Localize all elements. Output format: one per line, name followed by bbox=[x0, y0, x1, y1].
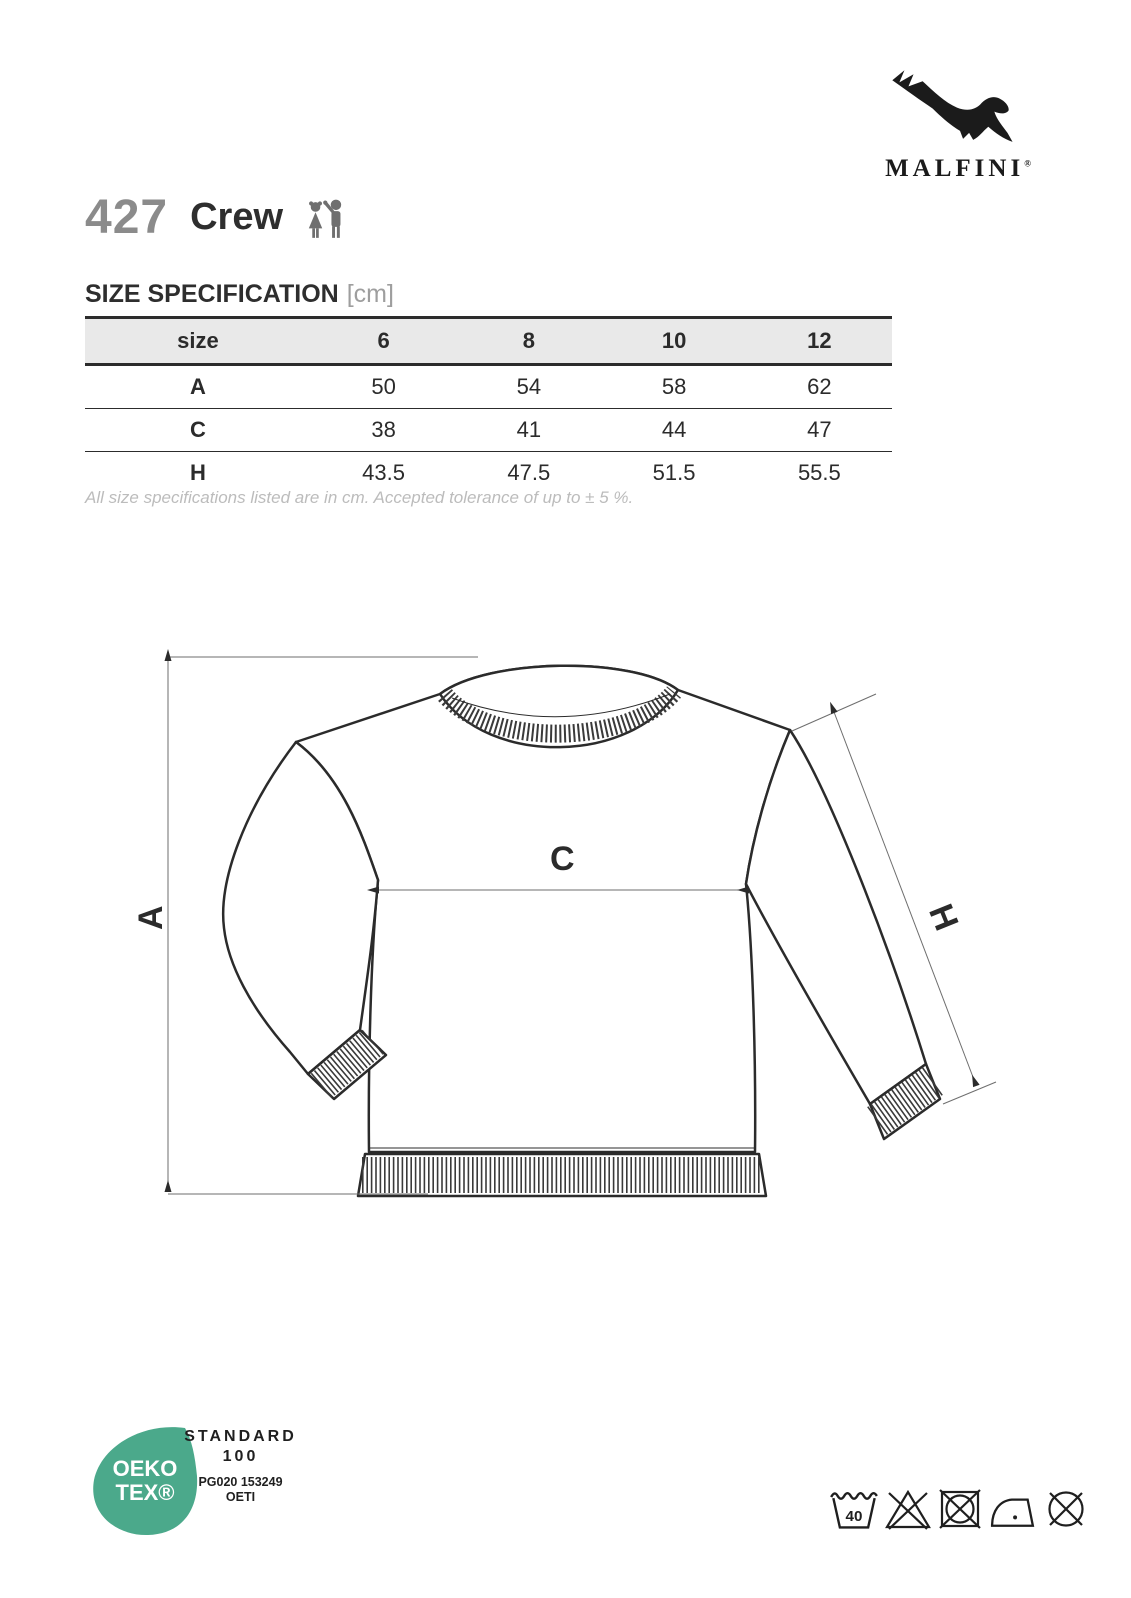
unit-label: [cm] bbox=[346, 280, 394, 308]
cell-C-8: 41 bbox=[516, 417, 542, 442]
cell-A-12: 62 bbox=[807, 374, 832, 399]
iron-low-temperature-icon bbox=[988, 1486, 1038, 1532]
registered-mark: ® bbox=[1024, 158, 1031, 169]
header-size-8: 8 bbox=[456, 318, 601, 365]
size-table bbox=[85, 316, 892, 494]
header-size-10: 10 bbox=[601, 318, 746, 365]
product-title bbox=[85, 190, 349, 245]
cell-C-6: 38 bbox=[371, 417, 396, 442]
cell-A-10: 58 bbox=[661, 374, 687, 399]
cell-C-12: 47 bbox=[807, 417, 832, 442]
tolerance-note: All size specifications listed are in cm. Accepted tolerance of up to ± 5 %. bbox=[85, 488, 634, 507]
row-label-A: A bbox=[190, 374, 206, 399]
cell-H-6: 43.5 bbox=[362, 460, 405, 485]
wash-temp-label: 40 bbox=[845, 1507, 863, 1525]
care-symbols bbox=[829, 1486, 1089, 1532]
malfini-bird-icon bbox=[882, 52, 1034, 148]
heading-text: SIZE SPECIFICATION bbox=[85, 280, 339, 308]
kids-category-icon bbox=[303, 197, 349, 241]
brand-logo bbox=[873, 52, 1043, 183]
oeko-text: OEKO bbox=[112, 1456, 178, 1481]
cell-H-8: 47.5 bbox=[507, 460, 551, 485]
dimension-label-H: H bbox=[921, 898, 966, 936]
cell-H-12: 55.5 bbox=[797, 460, 841, 485]
certificate-code: PG020 153249 bbox=[198, 1475, 283, 1489]
certification-text bbox=[168, 1428, 313, 1504]
header-size-12: 12 bbox=[747, 318, 892, 365]
cell-A-6: 50 bbox=[371, 374, 396, 399]
tex-text: TEX® bbox=[115, 1480, 175, 1505]
row-label-C: C bbox=[190, 417, 206, 442]
dimension-label-C: C bbox=[550, 840, 575, 878]
table-row-C bbox=[85, 409, 892, 452]
institute-label: OETI bbox=[225, 1490, 256, 1504]
product-code: 427 bbox=[85, 191, 169, 244]
size-specification-heading bbox=[85, 280, 394, 309]
do-not-tumble-dry-icon bbox=[937, 1486, 983, 1532]
header-size: size bbox=[85, 318, 311, 365]
machine-wash-40-icon bbox=[829, 1486, 879, 1532]
row-label-H: H bbox=[190, 460, 206, 485]
dimension-label-A: A bbox=[132, 905, 170, 930]
standard-number: 100 bbox=[222, 1448, 259, 1465]
do-not-dry-clean-icon bbox=[1043, 1486, 1089, 1532]
header-size-6: 6 bbox=[311, 318, 456, 365]
table-row-A bbox=[85, 365, 892, 409]
do-not-bleach-icon bbox=[884, 1486, 932, 1532]
cell-A-8: 54 bbox=[516, 374, 542, 399]
cell-H-10: 51.5 bbox=[652, 460, 696, 485]
standard-label: STANDARD bbox=[184, 1428, 297, 1445]
size-table-header-row bbox=[85, 318, 892, 365]
cell-C-10: 44 bbox=[661, 417, 687, 442]
right-sleeve bbox=[746, 730, 926, 1104]
brand-name: MALFINI® bbox=[885, 155, 1031, 182]
garment-technical-drawing bbox=[128, 612, 1008, 1212]
product-name: Crew bbox=[190, 196, 284, 238]
